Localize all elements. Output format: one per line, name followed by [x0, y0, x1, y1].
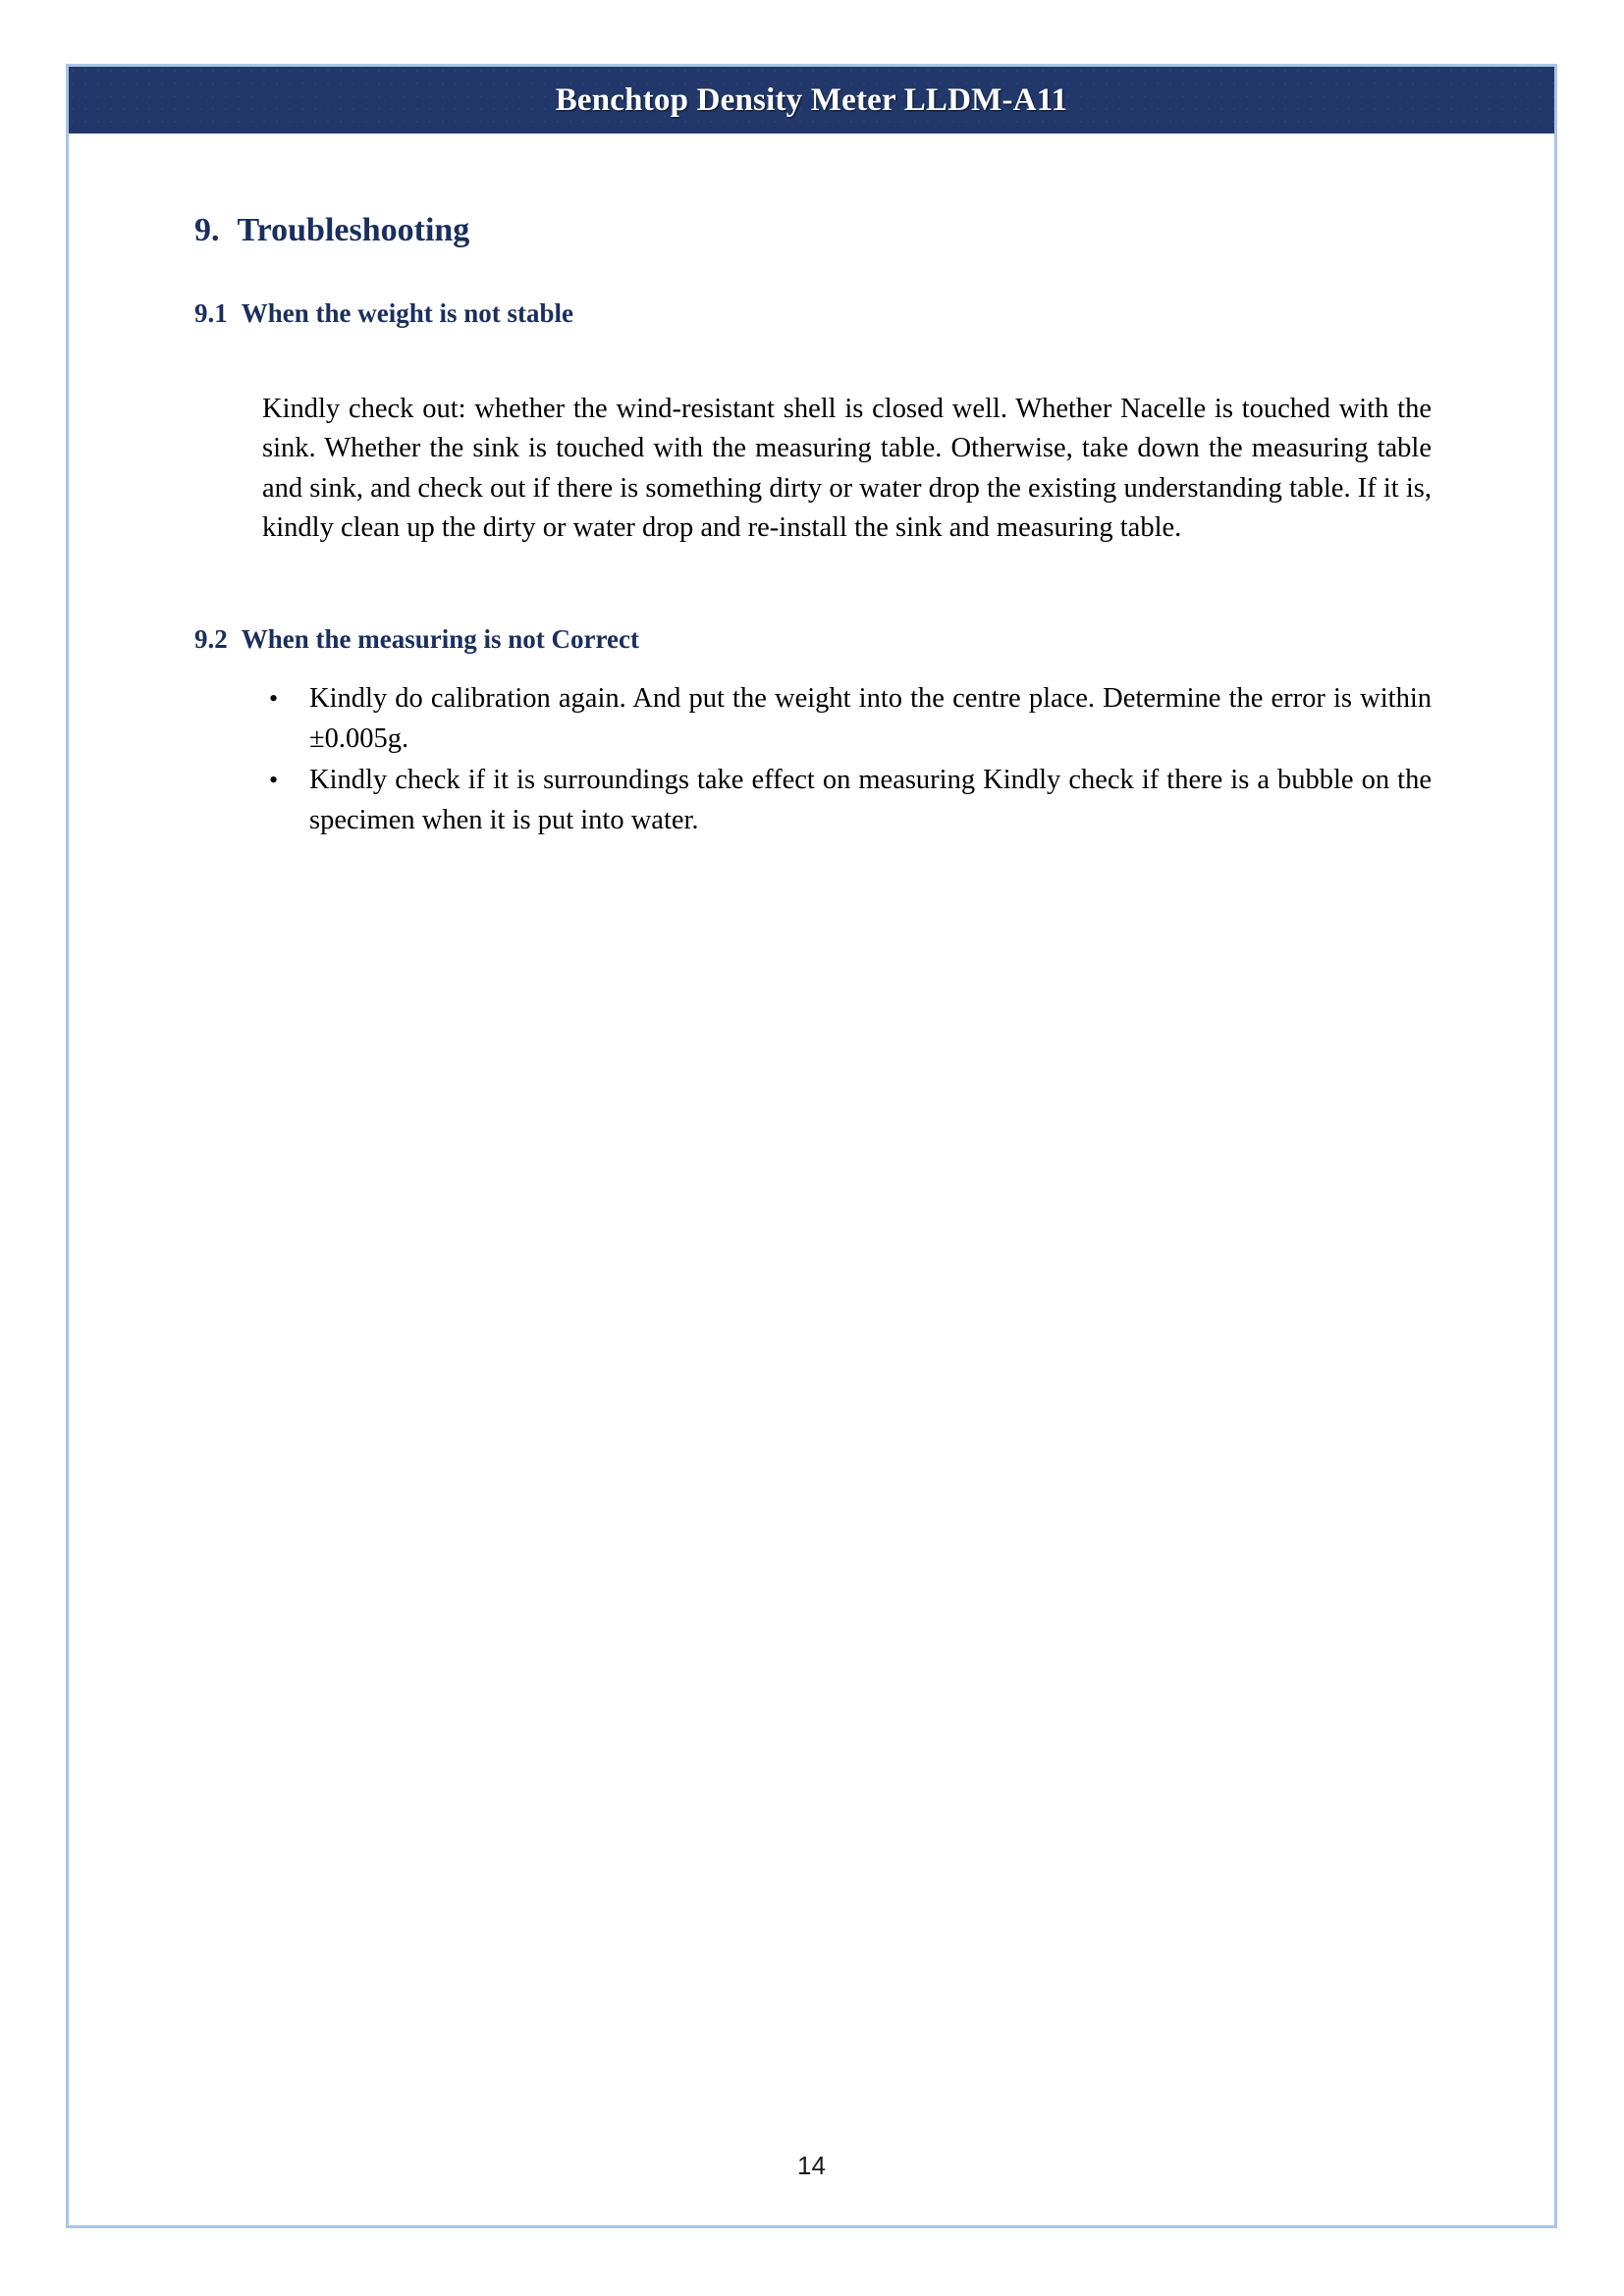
chapter-number: 9.: [194, 212, 220, 248]
section-number-9-2: 9.2: [194, 624, 228, 654]
section-bullet-list-9-2: [262, 679, 1432, 842]
bullet-point-icon: •: [269, 766, 279, 794]
section-heading-9-2: [194, 624, 639, 655]
bullet-point-icon: •: [269, 684, 279, 713]
list-item: [262, 679, 1432, 759]
list-item: [262, 761, 1432, 840]
list-item-text: Kindly do calibration again. And put the weight into the centre place. Determine the error is within ±0.005g.: [309, 683, 1432, 754]
section-heading-9-1: [194, 298, 573, 329]
section-number-9-1: 9.1: [194, 298, 228, 328]
section-title-9-1: When the weight is not stable: [241, 298, 574, 328]
chapter-title: Troubleshooting: [237, 212, 470, 248]
list-item-text: Kindly check if it is surroundings take effect on measuring Kindly check if there is a bubble on the specimen when it is put into water.: [309, 765, 1432, 835]
chapter-heading: [194, 212, 469, 249]
document-title: Benchtop Density Meter LLDM-A11: [555, 81, 1068, 118]
page-number: 14: [797, 2151, 826, 2180]
section-paragraph-9-1: Kindly check out: whether the wind-resistant shell is closed well. Whether Nacelle is touched with the sink. Whether the sink is touched with the measuring table. Otherwise, take down the measuring table and sink, and check out if there is something dirty or water drop the existing understanding table. If it is, kindly clean up the dirty or water drop and re-install the sink and measuring table.: [262, 393, 1432, 543]
page-frame: [66, 64, 1557, 2228]
page-content: [69, 133, 1554, 2225]
document-header-banner: [69, 67, 1554, 133]
section-title-9-2: When the measuring is not Correct: [241, 624, 639, 654]
